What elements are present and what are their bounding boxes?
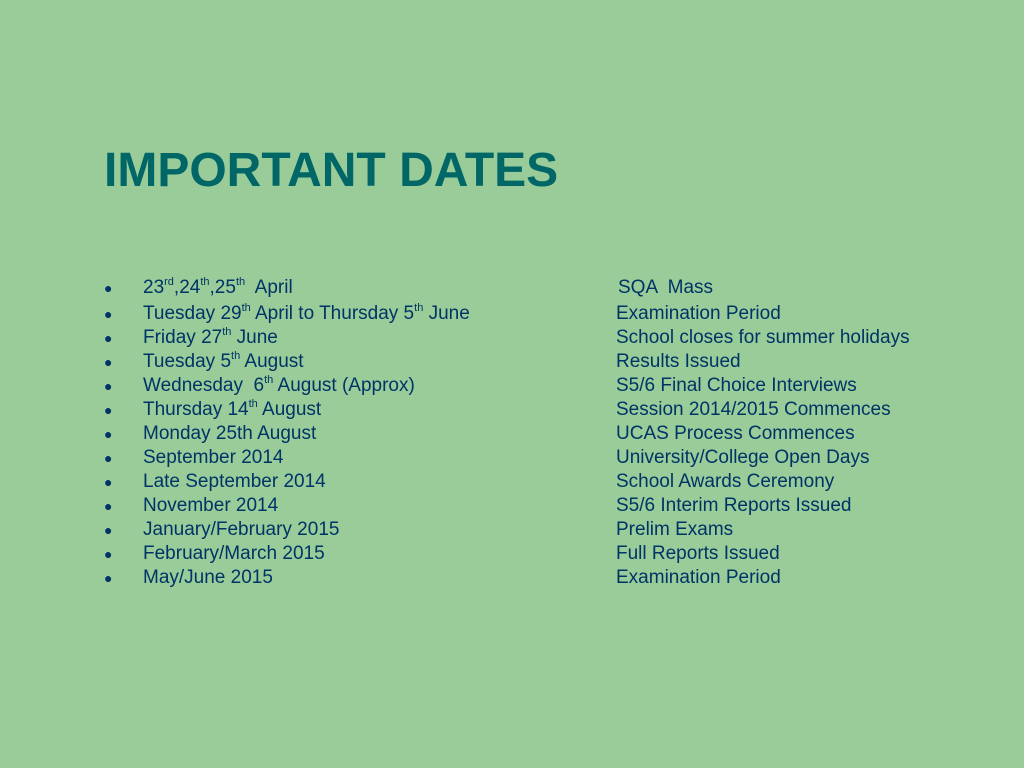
date-list-item	[104, 470, 984, 494]
date-text	[143, 350, 304, 374]
date-list-item	[104, 302, 984, 326]
date-segment: August	[257, 399, 322, 420]
bullet-icon: ●	[104, 474, 113, 490]
bullet-icon: ●	[104, 426, 113, 442]
event-text: Results Issued	[616, 351, 741, 372]
bullet-icon: ●	[104, 306, 113, 322]
date-segment: ,24	[173, 277, 201, 298]
slide-title: IMPORTANT DATES	[104, 144, 559, 197]
date-text	[143, 566, 273, 590]
bullet-icon: ●	[104, 280, 113, 296]
ordinal-suffix: rd	[164, 275, 174, 288]
date-text	[143, 470, 326, 494]
date-list-item	[104, 446, 984, 470]
bullet-icon: ●	[104, 450, 113, 466]
date-list-item	[104, 422, 984, 446]
date-list-item	[104, 350, 984, 374]
event-text: Session 2014/2015 Commences	[616, 399, 891, 420]
event-text: University/College Open Days	[616, 447, 870, 468]
date-text	[143, 374, 415, 398]
date-segment: February/March 2015	[143, 543, 325, 564]
date-list-item	[104, 518, 984, 542]
date-text	[143, 302, 470, 326]
ordinal-suffix: th	[231, 349, 241, 362]
bullet-icon: ●	[104, 546, 113, 562]
date-list-item	[104, 542, 984, 566]
date-segment: Monday 25th August	[143, 423, 317, 444]
date-list-item	[104, 494, 984, 518]
ordinal-suffix: th	[222, 325, 232, 338]
ordinal-suffix: th	[200, 275, 210, 288]
date-segment: ,25	[209, 277, 236, 298]
date-segment: January/February 2015	[143, 519, 340, 540]
date-segment: 23	[143, 277, 165, 298]
date-segment: Thursday 14	[143, 399, 249, 420]
date-segment: August	[240, 351, 304, 372]
event-text: Examination Period	[616, 303, 781, 324]
bullet-icon: ●	[104, 570, 113, 586]
ordinal-suffix: th	[248, 397, 258, 410]
event-text: SQA Mass	[618, 277, 714, 298]
date-list-item	[104, 566, 984, 590]
date-segment: May/June 2015	[143, 567, 273, 588]
date-segment: April	[245, 277, 293, 298]
date-list-item	[104, 326, 984, 350]
ordinal-suffix: th	[235, 275, 246, 288]
date-segment: Tuesday 29	[143, 303, 242, 324]
date-segment: Tuesday 5	[143, 351, 232, 372]
bullet-icon: ●	[104, 522, 113, 538]
event-text: School closes for summer holidays	[616, 327, 910, 348]
date-segment: September 2014	[143, 447, 284, 468]
date-segment: November 2014	[143, 495, 279, 516]
bullet-icon: ●	[104, 330, 113, 346]
bullet-icon: ●	[104, 378, 113, 394]
date-text	[143, 276, 293, 300]
date-segment: April to Thursday 5	[250, 303, 415, 324]
event-text: Prelim Exams	[616, 519, 734, 540]
event-text: Examination Period	[616, 567, 781, 588]
date-text	[143, 398, 321, 422]
event-text: School Awards Ceremony	[616, 471, 835, 492]
date-text	[143, 326, 278, 350]
event-text: S5/6 Interim Reports Issued	[616, 495, 852, 516]
date-segment: June	[423, 303, 470, 324]
date-text	[143, 446, 284, 470]
date-segment: August (Approx)	[273, 375, 415, 396]
important-dates-list	[104, 276, 984, 590]
date-text	[143, 518, 339, 542]
bullet-icon: ●	[104, 498, 113, 514]
ordinal-suffix: th	[264, 373, 274, 386]
date-segment: Friday 27	[143, 327, 223, 348]
date-text	[143, 422, 316, 446]
bullet-icon: ●	[104, 354, 113, 370]
date-segment: Late September 2014	[143, 471, 326, 492]
bullet-icon: ●	[104, 402, 113, 418]
event-text: S5/6 Final Choice Interviews	[616, 375, 857, 396]
date-list-item	[104, 276, 984, 302]
date-segment: Wednesday 6	[143, 375, 265, 396]
ordinal-suffix: th	[241, 301, 251, 314]
date-text	[143, 494, 278, 518]
date-list-item	[104, 374, 984, 398]
date-segment: June	[231, 327, 278, 348]
date-text	[143, 542, 325, 566]
ordinal-suffix: th	[414, 301, 424, 314]
event-text: Full Reports Issued	[616, 543, 780, 564]
date-list-item	[104, 398, 984, 422]
event-text: UCAS Process Commences	[616, 423, 855, 444]
